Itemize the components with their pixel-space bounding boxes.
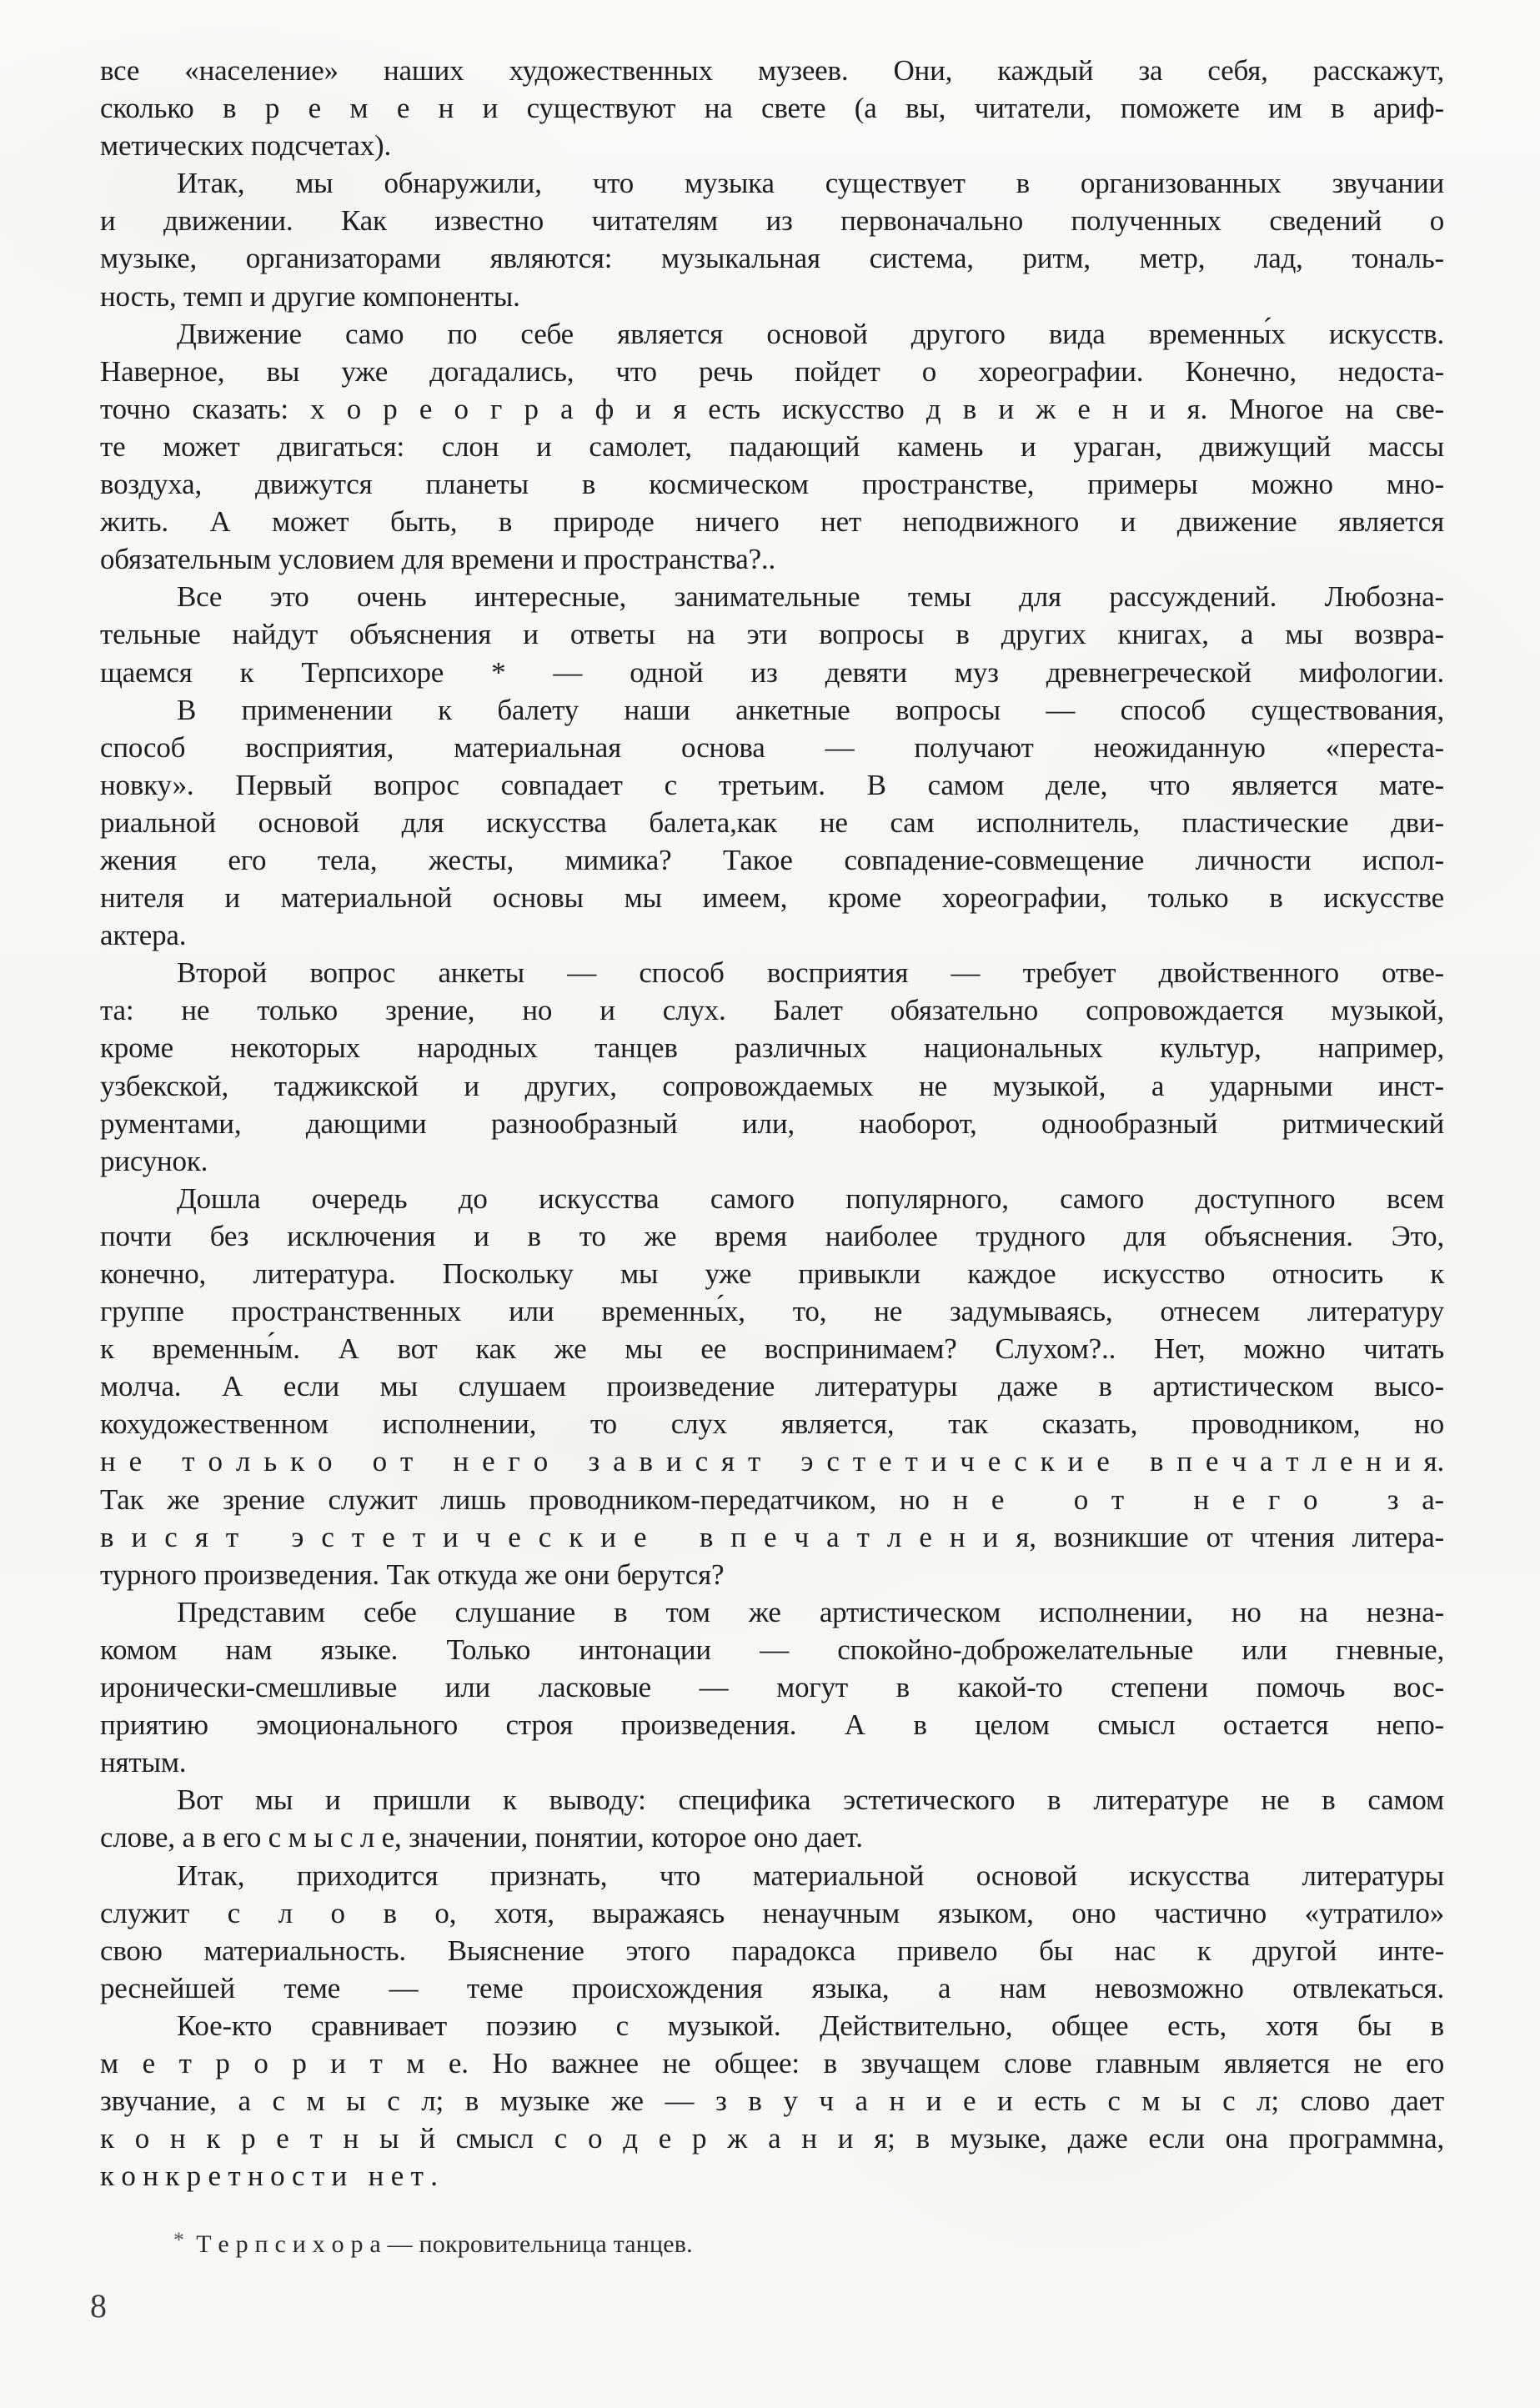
- text-line: и движении. Как известно читателям из первоначально полученных сведений о: [100, 204, 1444, 238]
- text-line: та: не только зрение, но и слух. Балет обязательно сопровождается музыкой,: [100, 994, 1444, 1027]
- text-line: Дошла очередь до искусства самого популярного, самого доступного всем: [177, 1181, 1444, 1215]
- text-line: приятию эмоционального строя произведения. А в целом смысл остается непо-: [100, 1708, 1444, 1742]
- text-line: ность, темп и другие компоненты.: [100, 279, 520, 313]
- text-line: молча. А если мы слушаем произведение литературы даже в артистическом высо-: [100, 1370, 1444, 1403]
- text-line: Кое-кто сравнивает поэзию с музыкой. Действительно, общее есть, хотя бы в: [177, 2009, 1444, 2042]
- text-line: комом нам языке. Только интонации — спокойно-доброжелательные или гневные,: [100, 1633, 1444, 1666]
- text-line: рисунок.: [100, 1144, 208, 1177]
- text-line: В применении к балету наши анкетные вопросы — способ существования,: [177, 693, 1444, 726]
- text-line: кроме некоторых народных танцев различных национальных культур, например,: [100, 1031, 1444, 1065]
- text-line: рументами, дающими разнообразный или, наоборот, однообразный ритмический: [100, 1106, 1444, 1140]
- text-line: способ восприятия, материальная основа — получают неожиданную «переста-: [100, 730, 1444, 764]
- text-line: все «население» наших художественных музеев. Они, каждый за себя, расскажут,: [100, 54, 1444, 87]
- text-line: Итак, мы обнаружили, что музыка существует в организованных звучании: [177, 167, 1444, 200]
- text-line: иронически-смешливые или ласковые — могут в какой-то степени помочь вос-: [100, 1671, 1444, 1704]
- text-line: кохудожественном исполнении, то слух является, так сказать, проводником, но: [100, 1407, 1444, 1441]
- text-line: конечно, литература. Поскольку мы уже привыкли каждое искусство относить к: [100, 1257, 1444, 1290]
- text-line: щаемся к Терпсихоре * — одной из девяти муз древнегреческой мифологии.: [100, 655, 1444, 689]
- text-line: Наверное, вы уже догадались, что речь пойдет о хореографии. Конечно, недоста-: [100, 354, 1444, 388]
- footnote: [173, 2228, 693, 2259]
- text-line: м е т р о р и т м е. Но важнее не общее: в звучащем слове главным является не его: [100, 2046, 1444, 2079]
- text-line: обязательным условием для времени и пространства?..: [100, 543, 776, 576]
- page-number: 8: [90, 2287, 107, 2325]
- text-line: группе пространственных или временны́х, то, не задумываясь, отнесем литературу: [100, 1295, 1444, 1328]
- text-line: точно сказать: х о р е о г р а ф и я есть искусство д в и ж е н и я. Многое на све-: [100, 392, 1444, 425]
- text-line: Итак, приходится признать, что материальной основой искусства литературы: [177, 1859, 1444, 1892]
- text-line: в и с я т э с т е т и ч е с к и е в п е ч а т л е н и я, возникшие от чтения литера-: [100, 1520, 1444, 1553]
- text-line: жить. А может быть, в природе ничего нет неподвижного и движение является: [100, 505, 1444, 539]
- text-line: метических подсчетах).: [100, 129, 392, 163]
- text-line: риальной основой для искусства балета,как не сам исполнитель, пластические дви-: [100, 805, 1444, 839]
- text-line: звучание, а с м ы с л; в музыке же — з в у ч а н и е и есть с м ы с л; слово дает: [100, 2084, 1444, 2118]
- text-line: жения его тела, жесты, мимика? Такое совпадение-совмещение личности испол-: [100, 843, 1444, 876]
- text-line: Представим себе слушание в том же артистическом исполнении, но на незна-: [177, 1595, 1444, 1628]
- text-line: Вот мы и пришли к выводу: специфика эстетического в литературе не в самом: [177, 1783, 1444, 1817]
- text-line: музыке, организаторами являются: музыкальная система, ритм, метр, лад, тональ-: [100, 242, 1444, 275]
- text-line: сколько в р е м е н и существуют на свете (а вы, читатели, поможете им в ариф-: [100, 92, 1444, 125]
- text-line: Второй вопрос анкеты — способ восприятия — требует двойственного отве-: [177, 956, 1444, 990]
- text-line: свою материальность. Выяснение этого парадокса привело бы нас к другой инте-: [100, 1934, 1444, 1967]
- text-line: тельные найдут объяснения и ответы на эти вопросы в других книгах, а мы возвра-: [100, 618, 1444, 651]
- text-line: воздуха, движутся планеты в космическом пространстве, примеры можно мно-: [100, 468, 1444, 501]
- text-line: к о н к р е т н ы й смысл с о д е р ж а н и я; в музыке, даже если она программна,: [100, 2122, 1444, 2155]
- text-line: служит с л о в о, хотя, выражаясь ненаучным языком, оно частично «утратило»: [100, 1896, 1444, 1929]
- footnote-text: Т е р п с и х о р а — покровительница танцев.: [196, 2230, 693, 2258]
- text-line: те может двигаться: слон и самолет, падающий камень и ураган, движущий массы: [100, 429, 1444, 463]
- text-line: узбекской, таджикской и других, сопровождаемых не музыкой, а ударными инст-: [100, 1069, 1444, 1102]
- text-line: нятым.: [100, 1746, 187, 1779]
- text-line: реснейшей теме — теме происхождения языка, а нам невозможно отвлекаться.: [100, 1971, 1444, 2004]
- text-line: турного произведения. Так откуда же они берутся?: [100, 1558, 725, 1591]
- footnote-marker: *: [173, 2228, 185, 2252]
- text-block: [100, 52, 1444, 2195]
- text-line: актера.: [100, 919, 187, 952]
- text-line: Все это очень интересные, занимательные темы для рассуждений. Любозна-: [177, 580, 1444, 614]
- text-line: нителя и материальной основы мы имеем, кроме хореографии, только в искусстве: [100, 881, 1444, 915]
- text-line: слове, а в его с м ы с л е, значении, понятии, которое оно дает.: [100, 1821, 863, 1854]
- text-line: к временны́м. А вот как же мы ее воспринимаем? Слухом?.. Нет, можно читать: [100, 1332, 1444, 1366]
- text-line: к о н к р е т н о с т и н е т .: [100, 2160, 438, 2193]
- text-line: почти без исключения и в то же время наиболее трудного для объяснения. Это,: [100, 1219, 1444, 1252]
- text-line: н е т о л ь к о о т н е г о з а в и с я т э с т е т и ч е с к и е в п е ч а т л е н и я.: [100, 1445, 1444, 1478]
- text-line: Так же зрение служит лишь проводником-передатчиком, но н е о т н е г о з а-: [100, 1482, 1444, 1516]
- text-line: новку». Первый вопрос совпадает с третьим. В самом деле, что является мате-: [100, 768, 1444, 801]
- text-line: Движение само по себе является основой другого вида временны́х искусств.: [177, 317, 1444, 350]
